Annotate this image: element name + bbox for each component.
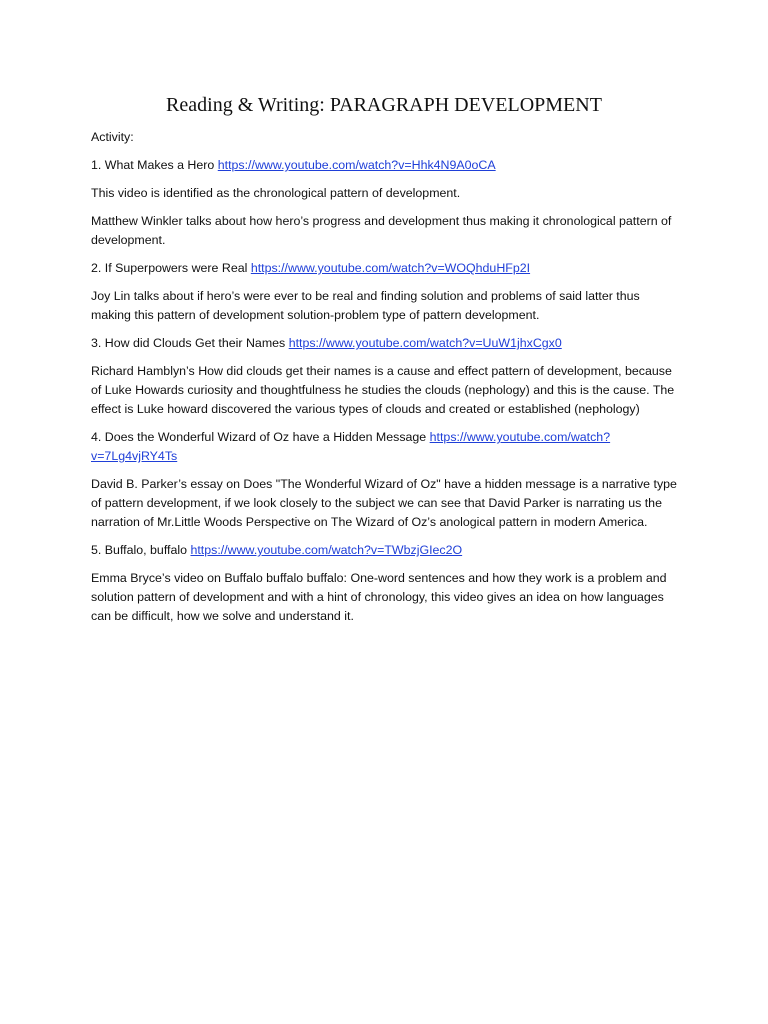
item-heading-4 xyxy=(91,428,681,466)
item-number: 5. xyxy=(91,543,102,557)
item-title: Does the Wonderful Wizard of Oz have a Hidden Message xyxy=(104,430,427,444)
item-paragraph: Richard Hamblyn’s How did clouds get their names is a cause and effect pattern of development, because of Luke Howards curiosity and thoughtfulness he studies the clouds (nephology) and this is the cause. The effect is Luke howard discovered the various types of clouds and created or established (nephology) xyxy=(91,364,675,416)
item-title: Buffalo, buffalo xyxy=(104,543,188,557)
item-title: If Superpowers were Real xyxy=(104,261,248,275)
item-paragraph: Joy Lin talks about if hero’s were ever to be real and finding solution and problems of said latter thus making this pattern of development solution-problem type of pattern development. xyxy=(91,289,640,322)
item-heading-1 xyxy=(91,156,681,175)
item-paragraph: Matthew Winkler talks about how hero’s progress and development thus making it chronological pattern of development. xyxy=(91,214,672,247)
item-heading-2 xyxy=(91,259,681,278)
item-paragraph: David B. Parker’s essay on Does "The Wonderful Wizard of Oz" have a hidden message is a narrative type of pattern development, if we look closely to the subject we can see that David Parker is narrating us the narration of Mr.Little Woods Perspective on The Wizard of Oz’s anological pattern in modern America. xyxy=(91,477,677,529)
item-heading-3 xyxy=(91,334,681,353)
item-paragraph: Emma Bryce’s video on Buffalo buffalo buffalo: One-word sentences and how they work is a problem and solution pattern of development and with a hint of chronology, this video gives an idea on how languages can be difficult, how we solve and understand it. xyxy=(91,571,667,623)
item-number: 3. xyxy=(91,336,102,350)
item-heading-5 xyxy=(91,541,681,560)
document-body xyxy=(91,128,681,635)
item-title: How did Clouds Get their Names xyxy=(104,336,286,350)
item-number: 1. xyxy=(91,158,102,172)
item-number: 4. xyxy=(91,430,102,444)
document-title: Reading & Writing: PARAGRAPH DEVELOPMENT xyxy=(166,94,602,116)
video-link[interactable]: https://www.youtube.com/watch?v=TWbzjGIec2O xyxy=(190,543,463,557)
video-link[interactable]: https://www.youtube.com/watch?v=UuW1jhxCgx0 xyxy=(288,336,562,350)
activity-label: Activity: xyxy=(91,130,134,144)
item-title: What Makes a Hero xyxy=(104,158,215,172)
item-number: 2. xyxy=(91,261,102,275)
video-link[interactable]: https://www.youtube.com/watch?v=WOQhduHFp2I xyxy=(250,261,531,275)
item-paragraph: This video is identified as the chronological pattern of development. xyxy=(91,186,461,200)
video-link[interactable]: https://www.youtube.com/watch?v=Hhk4N9A0oCA xyxy=(217,158,496,172)
video-link[interactable]: https://www.youtube.com/watch?v=7Lg4vjRY4Ts xyxy=(91,430,611,463)
